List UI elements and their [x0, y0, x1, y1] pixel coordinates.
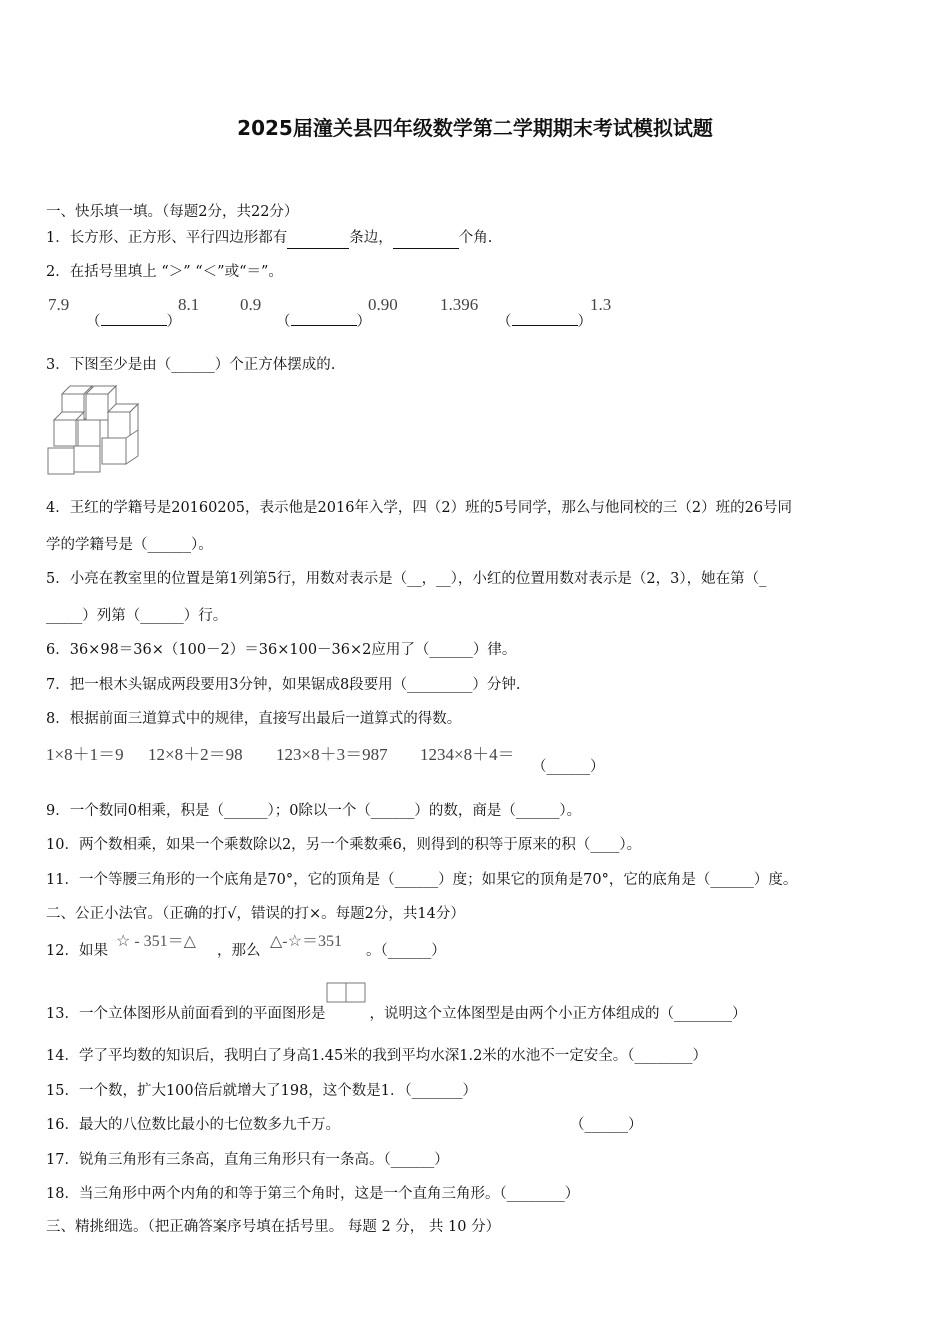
- q2-pair-1-blank[interactable]: （ ）: [86, 314, 181, 330]
- question-2: 2．在括号里填上 “＞” “＜”或“＝”。: [46, 264, 283, 280]
- question-4-line-2: 学的学籍号是（______）。: [46, 537, 213, 553]
- question-14: 14．学了平均数的知识后，我明白了身高1.45米的我到平均水深1.2米的水池不一定安全。（________）: [46, 1048, 708, 1064]
- question-5-line-1: 5．小亮在教室里的位置是第1列第5行，用数对表示是（__，__），小红的位置用数对表示是（2，3），她在第（_: [46, 571, 767, 587]
- q2-pair-2-left: 0.9: [240, 295, 262, 314]
- q8-expression-1: 1×8＋1＝9: [46, 745, 124, 764]
- q2-pair-3-left: 1.396: [440, 295, 479, 314]
- question-6: 6．36×98＝36×（100－2）＝36×100－36×2应用了（______）律。: [46, 642, 517, 658]
- q8-expression-4: 1234×8＋4＝: [420, 745, 515, 764]
- q12-text-a: 12．如果: [46, 943, 108, 959]
- q8-expression-2: 12×8＋2＝98: [148, 745, 243, 764]
- q12-expression-2: △-☆＝351: [270, 933, 342, 950]
- section-3-heading: 三、精挑细选。（把正确答案序号填在括号里。 每题 2 分， 共 10 分）: [46, 1219, 501, 1235]
- q8-answer-blank[interactable]: （______）: [532, 759, 605, 775]
- question-8: 8．根据前面三道算式中的规律，直接写出最后一道算式的得数。: [46, 711, 462, 727]
- question-13: [46, 1000, 746, 1024]
- question-18: 18．当三角形中两个内角的和等于第三个角时，这是一个直角三角形。（________）: [46, 1186, 580, 1202]
- q1-text-b: 条边，: [349, 230, 393, 246]
- question-11: 11．一个等腰三角形的一个底角是70°，它的顶角是（______）度；如果它的顶角是70°，它的底角是（______）度。: [46, 872, 798, 888]
- q13-text-b: ，说明这个立体图型是由两个小正方体组成的（________）: [369, 1006, 747, 1022]
- q2-pair-1-right: 8.1: [178, 295, 200, 314]
- question-1: [46, 228, 492, 249]
- question-15: 15．一个数，扩大100倍后就增大了198，这个数是1．（_______）: [46, 1083, 478, 1099]
- q1-blank-2[interactable]: [393, 228, 459, 249]
- q2-pair-2-blank[interactable]: （ ）: [276, 314, 371, 330]
- q1-text-a: 1．长方形、正方形、平行四边形都有: [46, 230, 288, 246]
- question-7: 7．把一根木头锯成两段要用3分钟，如果锯成8段要用（_________）分钟.: [46, 677, 521, 693]
- q2-pair-1-left: 7.9: [48, 295, 70, 314]
- q12-text-c: 。（______）: [366, 943, 446, 959]
- section-1-heading: 一、快乐填一填。（每题2分，共22分）: [46, 204, 299, 220]
- q2-pair-3-blank[interactable]: （ ）: [497, 314, 592, 330]
- q12-text-b: ，那么: [217, 943, 261, 959]
- question-5-line-2: _____）列第（______）行。: [46, 608, 228, 624]
- q2-pair-3-right: 1.3: [590, 295, 612, 314]
- q12-expression-1: ☆ - 351＝△: [116, 933, 196, 950]
- q16-answer-blank[interactable]: （______）: [570, 1117, 643, 1133]
- two-squares-front-view-icon: [325, 982, 369, 1000]
- question-17: 17．锐角三角形有三条高，直角三角形只有一条高。（______）: [46, 1152, 449, 1168]
- q2-pair-2-right: 0.90: [368, 295, 398, 314]
- q8-expression-3: 123×8＋3＝987: [276, 745, 388, 764]
- question-9: 9．一个数同0相乘，积是（______）；0除以一个（______）的数，商是（______）。: [46, 803, 582, 819]
- q1-blank-1[interactable]: [287, 228, 349, 249]
- section-2-heading: 二、公正小法官。（正确的打√，错误的打×。每题2分，共14分）: [46, 906, 465, 922]
- question-12: [46, 941, 108, 961]
- cube-stack-figure: [46, 384, 142, 476]
- page-title: 2025届潼关县四年级数学第二学期期末考试模拟试题: [237, 116, 713, 140]
- q1-text-c: 个角.: [458, 230, 493, 246]
- q13-text-a: 13．一个立体图形从前面看到的平面图形是: [46, 1006, 326, 1022]
- question-3: 3．下图至少是由（______）个正方体摆成的.: [46, 357, 336, 373]
- question-10: 10．两个数相乘，如果一个乘数除以2，另一个乘数乘6，则得到的积等于原来的积（____）。: [46, 837, 642, 853]
- question-4-line-1: 4．王红的学籍号是20160205，表示他是2016年入学，四（2）班的5号同学，那么与他同校的三（2）班的26号同: [46, 500, 793, 516]
- question-16: 16．最大的八位数比最小的七位数多九千万。: [46, 1117, 340, 1133]
